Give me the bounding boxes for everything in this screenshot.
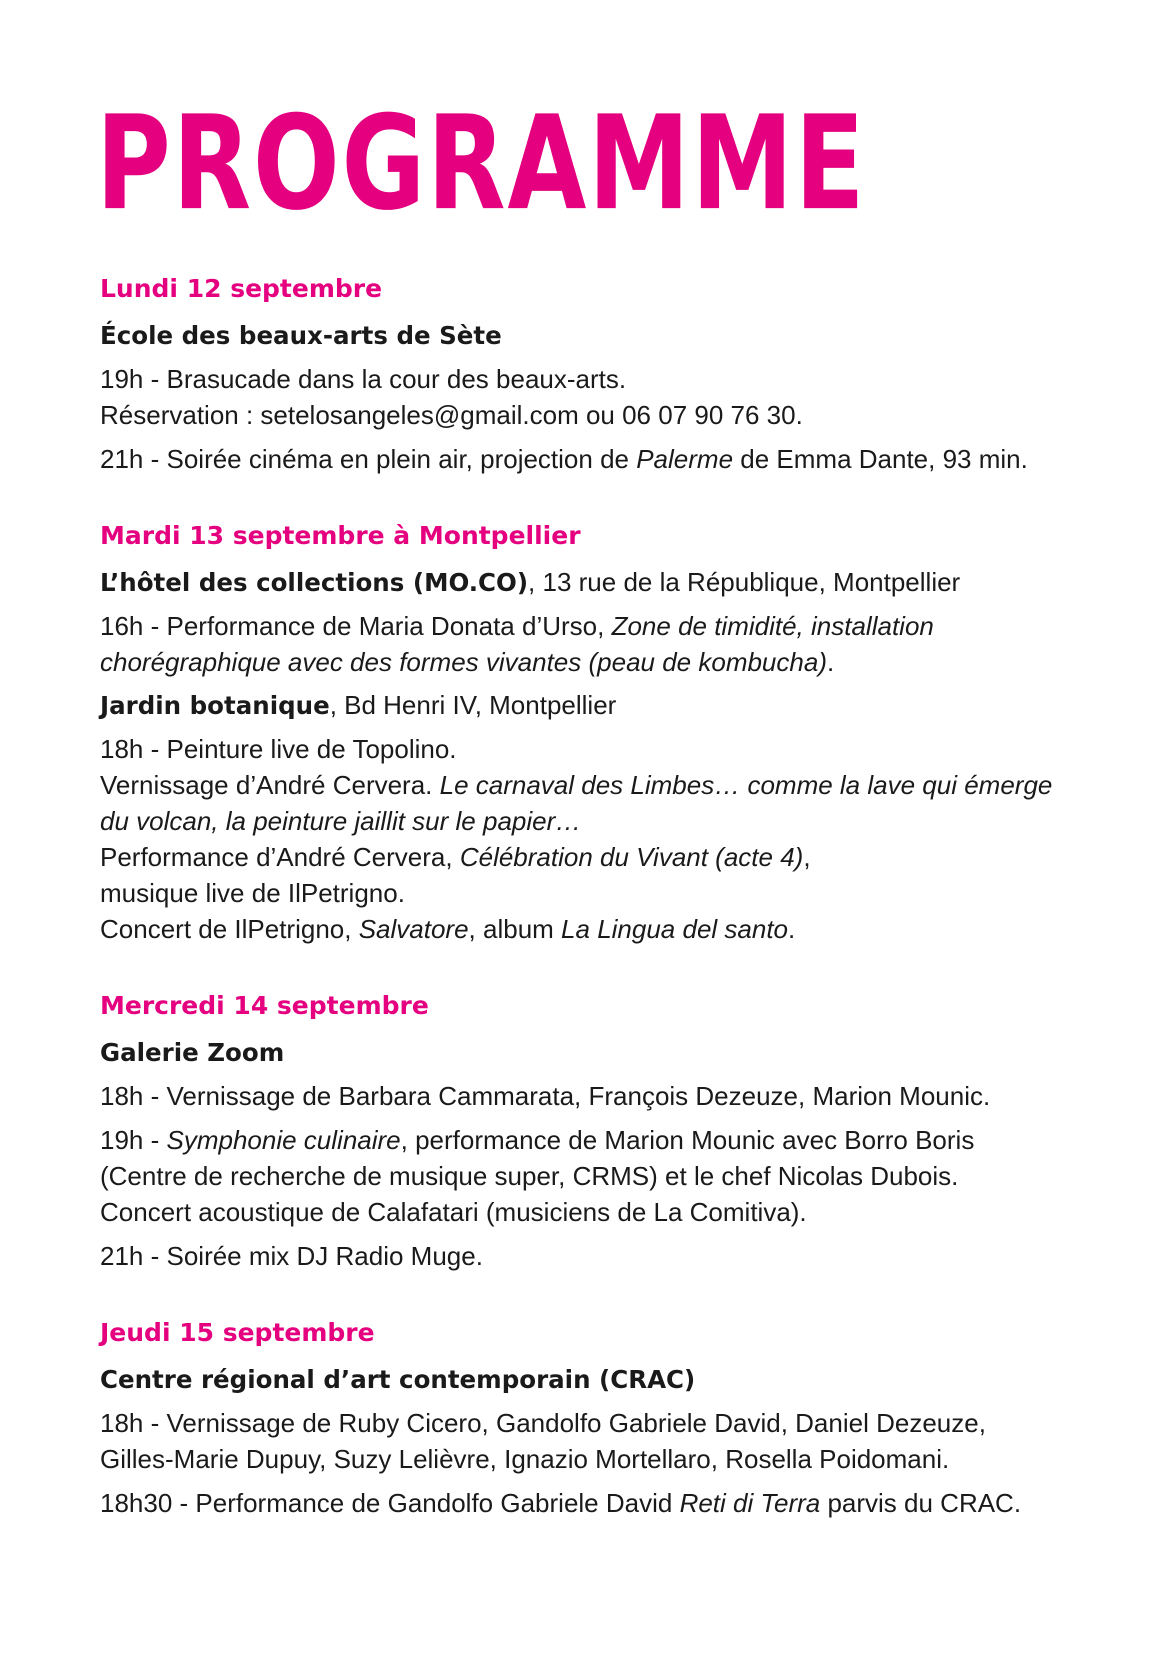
- event-item: [100, 1078, 1100, 1114]
- event-text: .: [826, 647, 835, 677]
- venue-address: , 13 rue de la République, Montpellier: [528, 567, 961, 597]
- event-text: La Lingua del santo: [561, 914, 789, 944]
- event-text: 18h30 - Performance de Gandolfo Gabriele David: [100, 1488, 680, 1518]
- event-line: [100, 803, 1100, 839]
- event-text: Symphonie culinaire: [166, 1125, 401, 1155]
- event-item: [100, 1238, 1100, 1274]
- event-line: [100, 397, 1100, 433]
- event-text: .: [788, 914, 796, 944]
- event-line: [100, 1405, 1100, 1441]
- venue: [100, 1362, 1100, 1397]
- event-text: Zone de timidité, installation: [611, 611, 934, 641]
- day-section: [100, 272, 1100, 477]
- event-line: [100, 1194, 1100, 1230]
- event-line: [100, 731, 1100, 767]
- event-text: Performance d’André Cervera,: [100, 842, 460, 872]
- venue-name: Jardin botanique: [100, 691, 330, 720]
- event-text: Le carnaval des Limbes… comme la lave qui émerge: [439, 770, 1053, 800]
- event-line: [100, 1122, 1100, 1158]
- event-text: chorégraphique avec des formes vivantes (peau de kombucha): [100, 647, 827, 677]
- event-text: Reti di Terra: [679, 1488, 821, 1518]
- event-text: 21h - Soirée cinéma en plein air, projection de: [100, 444, 637, 474]
- event-item: [100, 361, 1100, 433]
- event-text: du volcan, la peinture jaillit sur le papier…: [100, 806, 582, 836]
- event-line: [100, 911, 1100, 947]
- event-text: 18h - Vernissage de Barbara Cammarata, François Dezeuze, Marion Mounic.: [100, 1081, 991, 1111]
- event-item: [100, 1405, 1100, 1477]
- day-heading: Lundi 12 septembre: [100, 274, 383, 303]
- event-line: [100, 441, 1100, 477]
- event-text: , performance de Marion Mounic avec Borro Boris: [400, 1125, 975, 1155]
- day-section: [100, 989, 1100, 1274]
- event-text: Concert acoustique de Calafatari (musiciens de La Comitiva).: [100, 1197, 807, 1227]
- event-text: de Emma Dante, 93 min.: [733, 444, 1028, 474]
- day-section: [100, 1316, 1100, 1521]
- event-item: [100, 731, 1100, 947]
- event-text: Célébration du Vivant (acte 4): [459, 842, 804, 872]
- day-heading: Jeudi 15 septembre: [100, 1318, 375, 1347]
- day-section: [100, 519, 1100, 947]
- event-line: [100, 644, 1100, 680]
- event-text: 21h - Soirée mix DJ Radio Muge.: [100, 1241, 483, 1271]
- event-item: [100, 608, 1100, 680]
- event-text: parvis du CRAC.: [820, 1488, 1022, 1518]
- event-text: 16h - Performance de Maria Donata d’Urso,: [100, 611, 612, 641]
- day-heading: Mardi 13 septembre à Montpellier: [100, 521, 581, 550]
- event-text: 19h -: [100, 1125, 167, 1155]
- venue: [100, 688, 1100, 723]
- day-heading: Mercredi 14 septembre: [100, 991, 429, 1020]
- venue-name: Centre régional d’art contemporain (CRAC): [100, 1365, 696, 1394]
- event-line: [100, 608, 1100, 644]
- event-text: 19h - Brasucade dans la cour des beaux-arts.: [100, 364, 627, 394]
- event-line: [100, 1441, 1100, 1477]
- event-text: 18h - Vernissage de Ruby Cicero, Gandolfo Gabriele David, Daniel Dezeuze,: [100, 1408, 986, 1438]
- event-text: ,: [803, 842, 811, 872]
- event-line: [100, 1238, 1100, 1274]
- venue-name: Galerie Zoom: [100, 1038, 285, 1067]
- venue: [100, 565, 1100, 600]
- programme-list: [100, 272, 1100, 1563]
- event-line: [100, 1078, 1100, 1114]
- event-line: [100, 1158, 1100, 1194]
- event-text: , album: [468, 914, 562, 944]
- event-line: [100, 875, 1100, 911]
- venue-address: , Bd Henri IV, Montpellier: [329, 690, 617, 720]
- venue: [100, 318, 1100, 353]
- event-item: [100, 1485, 1100, 1521]
- event-line: [100, 1485, 1100, 1521]
- event-text: Réservation : setelosangeles@gmail.com ou 06 07 90 76 30.: [100, 400, 803, 430]
- event-text: Concert de IlPetrigno,: [100, 914, 359, 944]
- venue: [100, 1035, 1100, 1070]
- page-title: PROGRAMME: [96, 88, 867, 240]
- event-text: Salvatore: [358, 914, 469, 944]
- venue-name: L’hôtel des collections (MO.CO): [100, 568, 529, 597]
- event-text: Palerme: [636, 444, 734, 474]
- event-text: (Centre de recherche de musique super, CRMS) et le chef Nicolas Dubois.: [100, 1161, 959, 1191]
- event-line: [100, 839, 1100, 875]
- event-line: [100, 361, 1100, 397]
- event-item: [100, 441, 1100, 477]
- event-text: Gilles-Marie Dupuy, Suzy Lelièvre, Ignazio Mortellaro, Rosella Poidomani.: [100, 1444, 950, 1474]
- event-text: 18h - Peinture live de Topolino.: [100, 734, 457, 764]
- event-line: [100, 767, 1100, 803]
- event-text: musique live de IlPetrigno.: [100, 878, 405, 908]
- venue-name: École des beaux-arts de Sète: [100, 321, 502, 350]
- event-item: [100, 1122, 1100, 1230]
- event-text: Vernissage d’André Cervera.: [100, 770, 440, 800]
